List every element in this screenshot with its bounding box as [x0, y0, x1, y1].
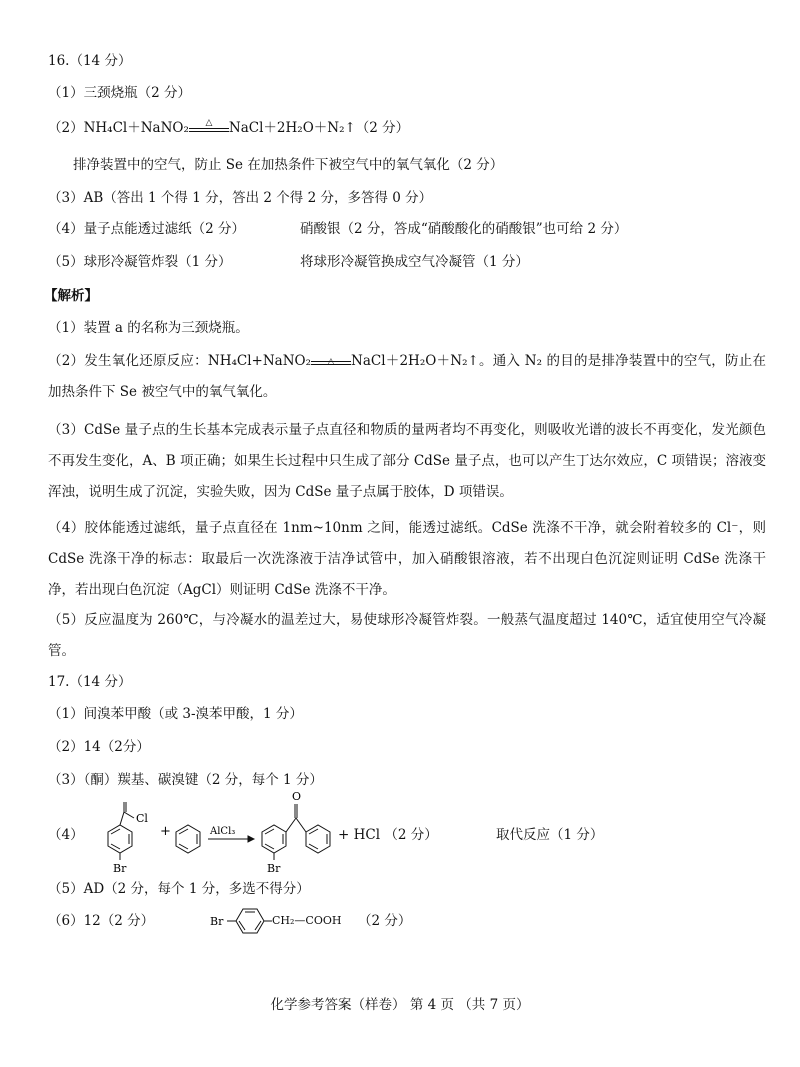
analysis-2-prefix: （2）发生氧化还原反应：NH₄Cl+NaNO₂	[48, 353, 311, 369]
q16-answer-2-prefix: （2）	[48, 120, 84, 136]
q17-answer-4-hcl: + HCl （2 分）	[338, 827, 438, 843]
oxygen-label: O	[292, 790, 302, 803]
heating-delta-icon: △	[205, 117, 213, 128]
q17-answer-2: （2）14（2分）	[48, 739, 150, 755]
analysis-3: （3）CdSe 量子点的生长基本完成表示量子点直径和物质的量两者均不再变化，则吸收光谱的波长不再变化，发光颜色不再发生变化，A、B 项正确；如果生长过程中只生成了部分 CdSe 量子点，也可以产生丁达尔效应，C 项错误；溶液变浑浊，说明生成了沉淀，实验失败，因为 CdSe 量子点属于胶体，D 项错误。	[48, 422, 766, 500]
q16-answer-5-right: 将球形冷凝管换成空气冷凝管（1 分）	[300, 254, 529, 270]
q17-answer-3: （3）（酮）羰基、碳溴键（2 分，每个 1 分）	[48, 772, 323, 788]
q16-answer-4-left: （4）量子点能透过滤纸（2 分）	[48, 221, 245, 237]
benzene-structure	[176, 825, 200, 853]
q17-answer-6-score: （2 分）	[358, 913, 412, 929]
q16-answer-2	[48, 119, 409, 137]
q16-header: 16.（14 分）	[48, 53, 132, 69]
para-benzene-ring	[227, 909, 272, 933]
analysis-1: （1）装置 a 的名称为三颈烧瓶。	[48, 320, 249, 336]
analysis-title: 【解析】	[44, 288, 98, 304]
q16-answer-1: （1）三颈烧瓶（2 分）	[48, 85, 191, 101]
q16-answer-2-reactant: NH₄Cl＋NaNO₂	[83, 120, 189, 136]
bromine-label-1: Br	[113, 862, 127, 875]
heating-delta-icon-2: △	[327, 356, 335, 367]
analysis-2-suffix: NaCl＋2H₂O＋N₂↑。通入 N₂ 的目的是排净装置中的空气，防止在加热条件下 Se 被空气中的氧气氧化。	[48, 353, 766, 400]
q17-answer-6-prefix: （6）12（2 分）	[48, 913, 155, 929]
bromobenzophenone-structure	[262, 804, 330, 860]
q17-answer-1: （1）间溴苯甲酸（或 3-溴苯甲酸，1 分）	[48, 706, 303, 722]
q17-answer-4-prefix: （4）	[48, 827, 84, 843]
heating-condition-sign-2	[311, 356, 351, 368]
chlorine-label: Cl	[136, 812, 148, 825]
q17-header: 17.（14 分）	[48, 674, 132, 690]
analysis-4: （4）胶体能透过滤纸，量子点直径在 1nm~10nm 之间，能透过滤纸。CdSe 洗涤不干净，就会附着较多的 Cl⁻，则 CdSe 洗涤干净的标志：取最后一次洗涤液于洁净试管中，加入硝酸银溶液，若不出现白色沉淀则证明 CdSe 洗涤干净，若出现白色沉淀（AgCl）则证明 CdSe 洗涤不干净。	[48, 520, 766, 598]
q16-answer-3: （3）AB（答出 1 个得 1 分，答出 2 个得 2 分，多答得 0 分）	[48, 190, 433, 206]
catalyst-label: AlCl₃	[210, 826, 236, 837]
bromine-label-3: Br	[210, 915, 224, 928]
q16-answer-5-left: （5）球形冷凝管炸裂（1 分）	[48, 254, 232, 270]
plus-sign: +	[160, 824, 171, 839]
heating-condition-sign	[189, 117, 229, 135]
bromobenzoyl-chloride-structure	[108, 802, 134, 860]
q17-answer-5: （5）AD（2 分，每个 1 分，多选不得分）	[48, 881, 310, 897]
q16-answer-2-product: NaCl＋2H₂O＋N₂↑（2 分）	[228, 120, 410, 136]
q16-answer-4-right: 硝酸银（2 分，答成“硝酸酸化的硝酸银”也可给 2 分）	[300, 221, 628, 237]
bromine-label-2: Br	[267, 862, 281, 875]
q16-answer-2-note: 排净装置中的空气，防止 Se 在加热条件下被空气中的氧气氧化（2 分）	[73, 157, 504, 173]
analysis-5: （5）反应温度为 260℃，与冷凝水的温差过大，易使球形冷凝管炸裂。一般蒸气温度超过 140℃，适宜使用空气冷凝管。	[48, 612, 766, 659]
q17-answer-6-chain: CH₂—COOH	[272, 914, 342, 927]
analysis-2	[48, 346, 766, 408]
q17-answer-4-reaction-type: 取代反应（1 分）	[496, 827, 604, 843]
page-footer: 化学参考答案（样卷） 第 4 页 （共 7 页）	[270, 997, 530, 1013]
